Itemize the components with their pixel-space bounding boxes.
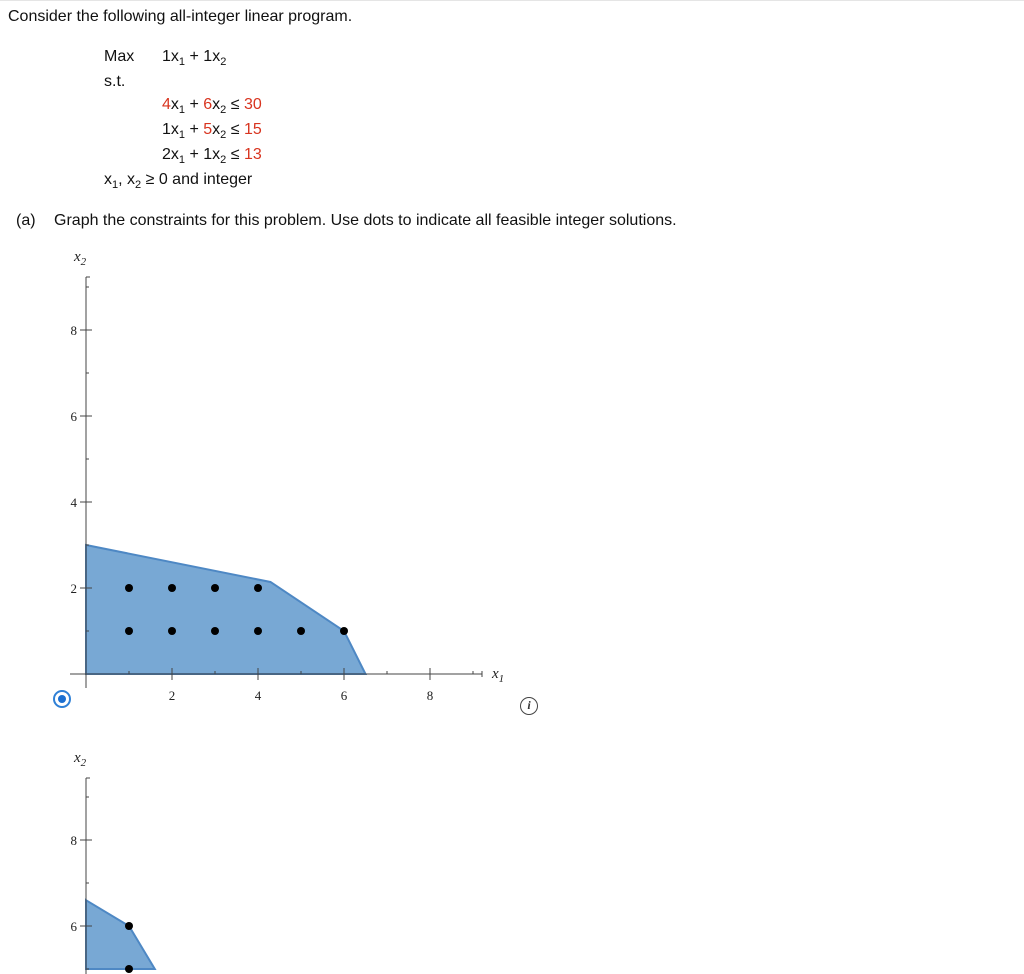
x-tick-label: 4 (254, 688, 262, 703)
lp-st-label: s.t. (104, 73, 126, 90)
feasible-integer-point (168, 584, 176, 592)
question-a (16, 212, 677, 230)
y-tick-label: 6 (70, 919, 77, 934)
feasible-integer-point (125, 965, 133, 973)
feasible-region (86, 900, 155, 969)
y-tick-label: 8 (70, 833, 77, 848)
graph-option-2[interactable] (0, 740, 1024, 974)
y-tick-label: 4 (70, 495, 77, 510)
y-axis-label: $x_2$ (74, 750, 87, 769)
lp-max-label: Max (104, 48, 135, 65)
y-tick-label: 6 (70, 409, 77, 424)
constraint-2: $1x_1 + 5x_2 \le 15$ (162, 121, 262, 141)
constraint-1: $4x_1 + 6x_2 \le 30$ (162, 96, 262, 116)
x-axis-label: $x_1$ (492, 666, 505, 685)
y-tick-label: 8 (70, 323, 77, 338)
lp-objective: $1x_1 + 1x_2$ (162, 48, 227, 68)
feasible-integer-point (297, 627, 305, 635)
x-tick-label: 6 (340, 688, 348, 703)
feasible-integer-point (340, 627, 348, 635)
feasible-integer-point (125, 627, 133, 635)
graph-1-radio-button[interactable] (53, 690, 71, 708)
x-tick-label: 2 (168, 688, 176, 703)
question-text: Graph the constraints for this problem. Use dots to indicate all feasible integer solutions. (54, 212, 677, 229)
feasible-integer-point (254, 584, 262, 592)
x-tick-label: 8 (426, 688, 434, 703)
top-divider (0, 0, 1024, 1)
feasible-integer-point (254, 627, 262, 635)
y-tick-label: 2 (70, 581, 77, 596)
feasible-integer-point (211, 627, 219, 635)
feasible-integer-point (168, 627, 176, 635)
constraint-3: $2x_1 + 1x_2 \le 13$ (162, 146, 262, 166)
y-axis-label: $x_2$ (74, 249, 87, 268)
info-icon[interactable]: i (520, 697, 538, 715)
question-label: (a) (16, 212, 36, 229)
graph-option-1[interactable] (0, 240, 1024, 720)
feasible-integer-point (211, 584, 219, 592)
feasible-region (86, 545, 366, 674)
feasible-integer-point (125, 584, 133, 592)
problem-intro: Consider the following all-integer linear program. (8, 8, 353, 25)
feasible-integer-point (125, 922, 133, 930)
nonnegativity-constraint: $x_1$, $x_2 \ge 0$ and integer (104, 171, 253, 191)
